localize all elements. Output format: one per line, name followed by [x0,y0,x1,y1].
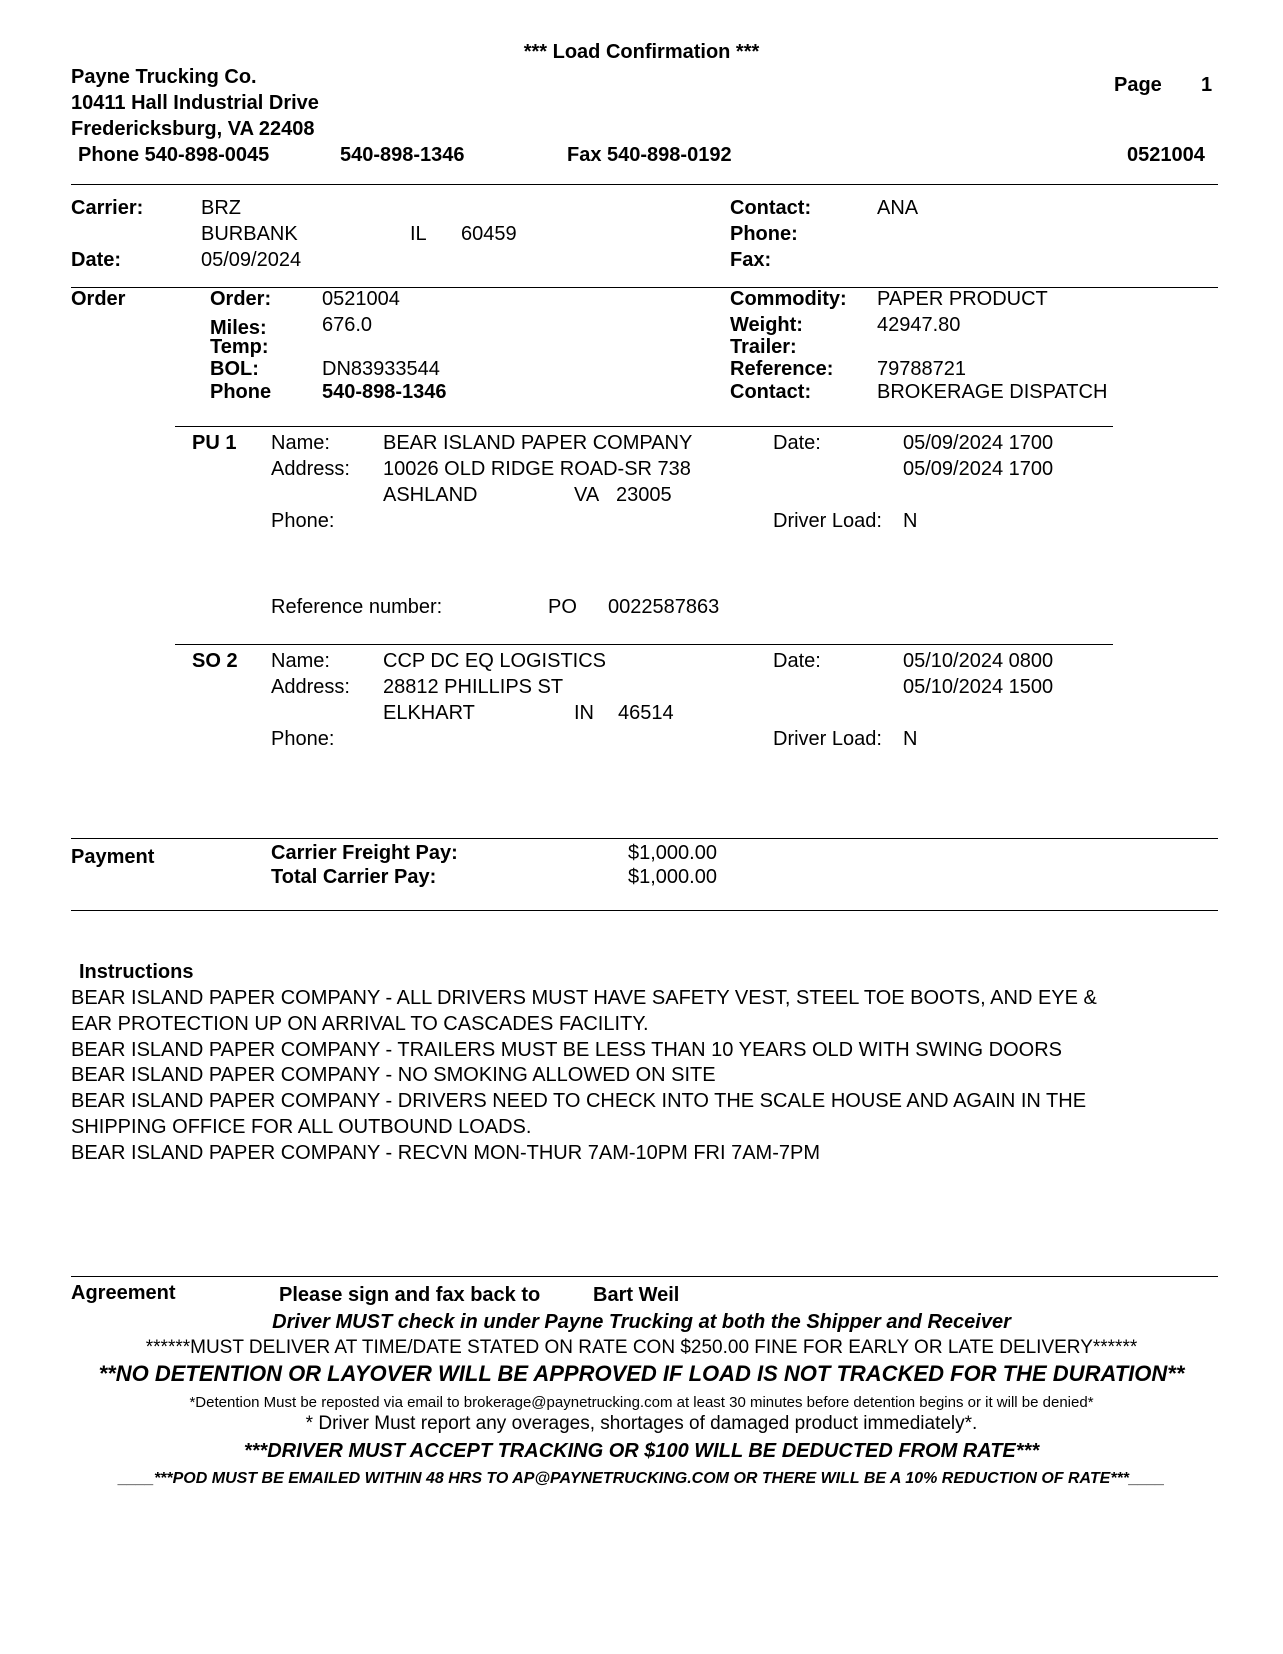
instruction-line: BEAR ISLAND PAPER COMPANY - NO SMOKING ALLOWED ON SITE [71,1064,716,1086]
stop-driver-load: N [903,728,918,750]
stop-address: 10026 OLD RIDGE ROAD-SR 738 [383,458,691,480]
stop-date-label: Date: [773,650,821,672]
commodity-label: Commodity: [730,288,847,310]
company-fax: Fax 540-898-0192 [567,144,732,166]
instruction-line: BEAR ISLAND PAPER COMPANY - DRIVERS NEED TO CHECK INTO THE SCALE HOUSE AND AGAIN IN THE [71,1090,1087,1112]
stop-phone-label: Phone: [271,510,335,532]
sign-name: Bart Weil [593,1284,680,1306]
carrier-city: BURBANK [201,223,298,245]
stop-zip: 46514 [618,702,674,724]
stop-name: CCP DC EQ LOGISTICS [383,650,607,672]
divider [71,1276,1218,1277]
stop-name-label: Name: [271,650,330,672]
weight-label: Weight: [730,314,803,336]
carrier-date: 05/09/2024 [201,249,302,271]
instruction-line: BEAR ISLAND PAPER COMPANY - TRAILERS MUST BE LESS THAN 10 YEARS OLD WITH SWING DOORS [71,1039,1062,1061]
carrier-phone-label: Phone: [730,223,798,245]
total-pay-value: $1,000.00 [628,866,717,888]
company-address-line1: 10411 Hall Industrial Drive [71,92,319,114]
divider [71,838,1218,839]
page-number: 1 [1201,74,1213,96]
stop-date-end: 05/10/2024 1500 [903,676,1054,698]
freight-pay-label: Carrier Freight Pay: [271,842,458,864]
carrier-fax-label: Fax: [730,249,772,271]
agreement-detention-note: **NO DETENTION OR LAYOVER WILL BE APPROVED IF LOAD IS NOT TRACKED FOR THE DURATION** [98,1361,1185,1386]
stop-driver-load-label: Driver Load: [773,728,882,750]
agreement-delivery-note: ******MUST DELIVER AT TIME/DATE STATED ON RATE CON $250.00 FINE FOR EARLY OR LATE DELIVERY****** [145,1337,1138,1358]
total-pay-label: Total Carrier Pay: [271,866,437,888]
reference-label: Reference: [730,358,834,380]
stop-phone-label: Phone: [271,728,335,750]
trailer-label: Trailer: [730,336,797,358]
stop-address-label: Address: [271,676,350,698]
order-label: Order: [210,288,272,310]
company-address-line2: Fredericksburg, VA 22408 [71,118,315,140]
weight-value: 42947.80 [877,314,961,336]
carrier-name: BRZ [201,197,241,219]
company-phone-secondary: 540-898-1346 [340,144,465,166]
instruction-line: BEAR ISLAND PAPER COMPANY - RECVN MON-THUR 7AM-10PM FRI 7AM-7PM [71,1142,821,1164]
stop-driver-load: N [903,510,918,532]
stop-name: BEAR ISLAND PAPER COMPANY [383,432,693,454]
order-contact-label: Contact: [730,381,812,403]
freight-pay-value: $1,000.00 [628,842,717,864]
stop-city: ELKHART [383,702,475,724]
stop-state: IN [574,702,594,724]
order-phone: 540-898-1346 [322,381,447,403]
carrier-contact-label: Contact: [730,197,812,219]
carrier-label: Carrier: [71,197,144,219]
agreement-label: Agreement [71,1282,176,1304]
stop-code: PU 1 [192,432,237,454]
sign-instruction: Please sign and fax back to [279,1284,541,1306]
commodity-value: PAPER PRODUCT [877,288,1048,310]
carrier-contact: ANA [877,197,919,219]
document-title: *** Load Confirmation *** [523,41,760,63]
stop-code: SO 2 [192,650,238,672]
stop-driver-load-label: Driver Load: [773,510,882,532]
instruction-line: BEAR ISLAND PAPER COMPANY - ALL DRIVERS MUST HAVE SAFETY VEST, STEEL TOE BOOTS, AND EYE & [71,987,1097,1009]
bol-value: DN83933544 [322,358,440,380]
stop-state: VA [574,484,600,506]
agreement-tracking-note: ***DRIVER MUST ACCEPT TRACKING OR $100 WILL BE DEDUCTED FROM RATE*** [243,1440,1040,1462]
agreement-pod-note: ____***POD MUST BE EMAILED WITHIN 48 HRS TO AP@PAYNETRUCKING.COM OR THERE WILL BE A 10% REDUCTION OF RATE***____ [118,1470,1165,1487]
instruction-line: SHIPPING OFFICE FOR ALL OUTBOUND LOADS. [71,1116,532,1138]
stop-city: ASHLAND [383,484,478,506]
stop-zip: 23005 [616,484,672,506]
miles-label: Miles: [210,317,267,339]
instructions-label: Instructions [79,961,194,983]
agreement-overages-note: * Driver Must report any overages, shortages of damaged product immediately*. [305,1413,978,1434]
stop-name-label: Name: [271,432,330,454]
stop-date-label: Date: [773,432,821,454]
order-contact: BROKERAGE DISPATCH [877,381,1108,403]
miles-value: 676.0 [322,314,373,336]
order-phone-label: Phone [210,381,272,403]
reference-value: 79788721 [877,358,966,380]
order-section-label: Order [71,288,126,310]
stop-address-label: Address: [271,458,350,480]
stop-address: 28812 PHILLIPS ST [383,676,564,698]
stop-reference-type: PO [548,596,577,618]
carrier-state: IL [410,223,427,245]
stop-reference-label: Reference number: [271,596,443,618]
stop-date-start: 05/10/2024 0800 [903,650,1054,672]
temp-label: Temp: [210,336,269,358]
stop-reference-value: 0022587863 [608,596,720,618]
load-number: 0521004 [1127,144,1205,166]
order-number: 0521004 [322,288,400,310]
page-label: Page [1114,74,1162,96]
carrier-date-label: Date: [71,249,122,271]
bol-label: BOL: [210,358,259,380]
instruction-line: EAR PROTECTION UP ON ARRIVAL TO CASCADES FACILITY. [71,1013,649,1035]
stop-date-end: 05/09/2024 1700 [903,458,1054,480]
divider [71,910,1218,911]
divider [175,426,1113,427]
divider [175,644,1113,645]
company-name: Payne Trucking Co. [71,66,257,88]
carrier-zip: 60459 [461,223,517,245]
company-phone: Phone 540-898-0045 [78,144,270,166]
stop-date-start: 05/09/2024 1700 [903,432,1054,454]
agreement-detention-email-note: *Detention Must be reposted via email to brokerage@paynetrucking.com at least 30 minutes before detention begins or it will be denied* [189,1394,1094,1411]
divider [71,184,1218,185]
payment-label: Payment [71,846,155,868]
agreement-checkin-note: Driver MUST check in under Payne Trucking at both the Shipper and Receiver [272,1311,1011,1333]
